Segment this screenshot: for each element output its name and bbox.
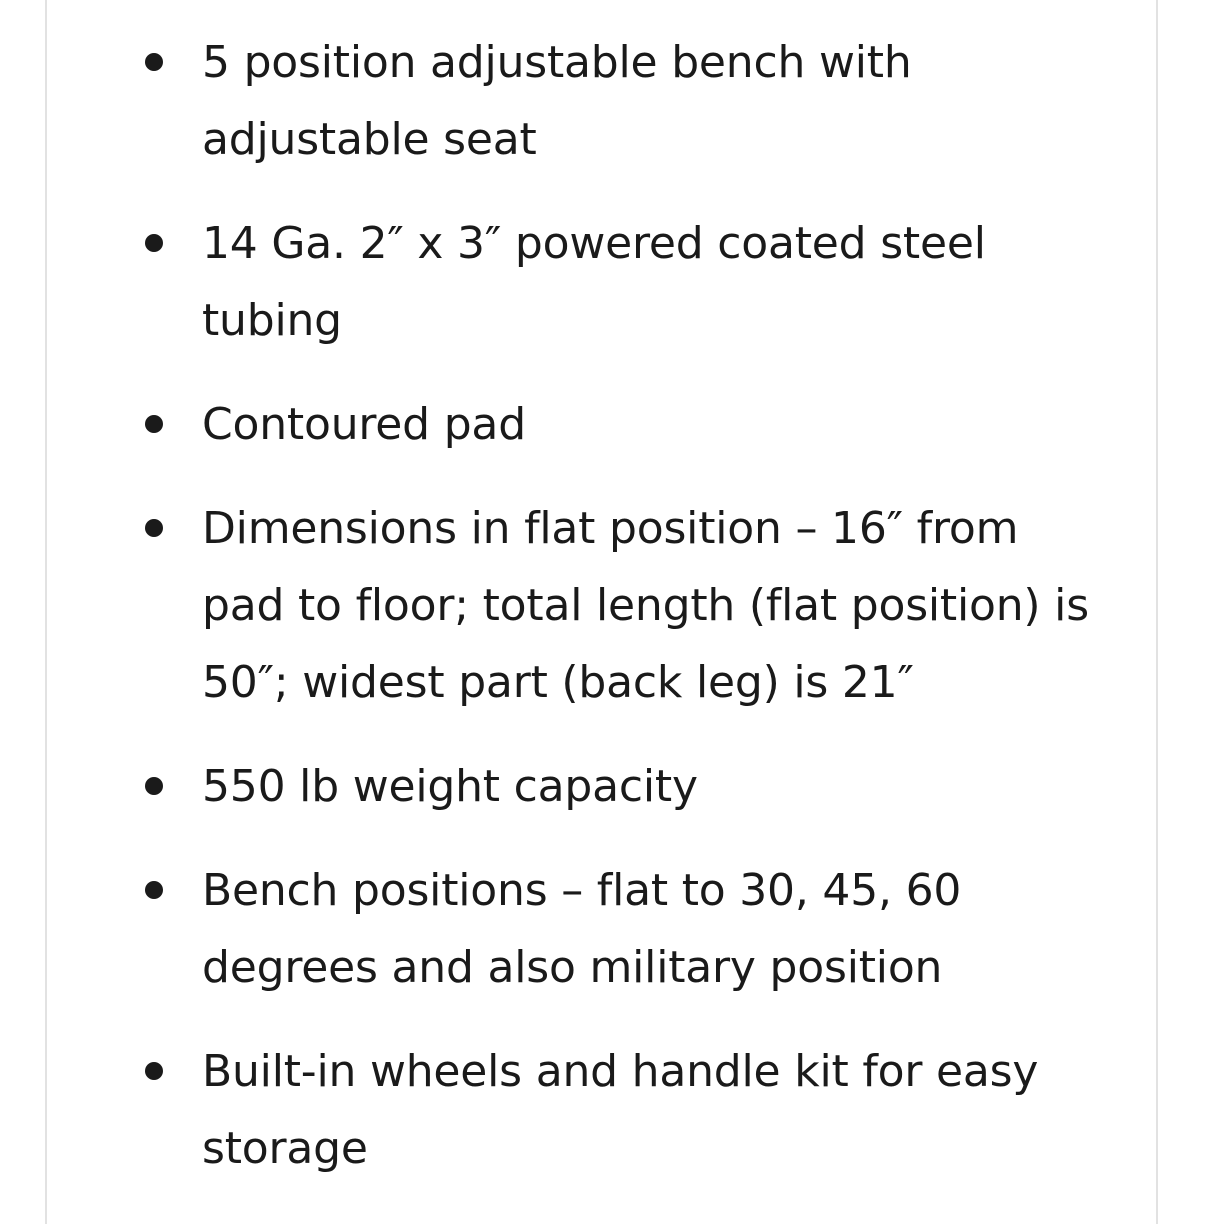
list-item bbox=[47, 852, 1160, 1006]
list-item bbox=[47, 1033, 1160, 1187]
list-item bbox=[47, 490, 1160, 721]
bullet-icon bbox=[145, 881, 163, 899]
feature-text: 14 Ga. 2″ x 3″ powered coated steel tubing bbox=[202, 218, 986, 346]
list-item bbox=[47, 748, 1160, 825]
bullet-icon bbox=[145, 415, 163, 433]
list-item bbox=[47, 24, 1160, 178]
feature-text: Built-in wheels and handle kit for easy storage bbox=[202, 1046, 1039, 1174]
feature-text: Dimensions in flat position – 16″ from pad to floor; total length (flat position) is 50″; widest part (back leg) is 21″ bbox=[202, 503, 1089, 708]
feature-text: 5 position adjustable bench with adjustable seat bbox=[202, 37, 912, 165]
feature-text: Contoured pad bbox=[202, 399, 526, 450]
bullet-icon bbox=[145, 777, 163, 795]
feature-text: Bench positions – flat to 30, 45, 60 degrees and also military position bbox=[202, 865, 962, 993]
feature-list bbox=[47, 24, 1160, 1214]
bullet-icon bbox=[145, 234, 163, 252]
feature-text: 550 lb weight capacity bbox=[202, 761, 698, 812]
bullet-icon bbox=[145, 519, 163, 537]
list-item bbox=[47, 205, 1160, 359]
bullet-icon bbox=[145, 1062, 163, 1080]
list-item bbox=[47, 386, 1160, 463]
content-panel bbox=[45, 0, 1158, 1224]
bullet-icon bbox=[145, 53, 163, 71]
